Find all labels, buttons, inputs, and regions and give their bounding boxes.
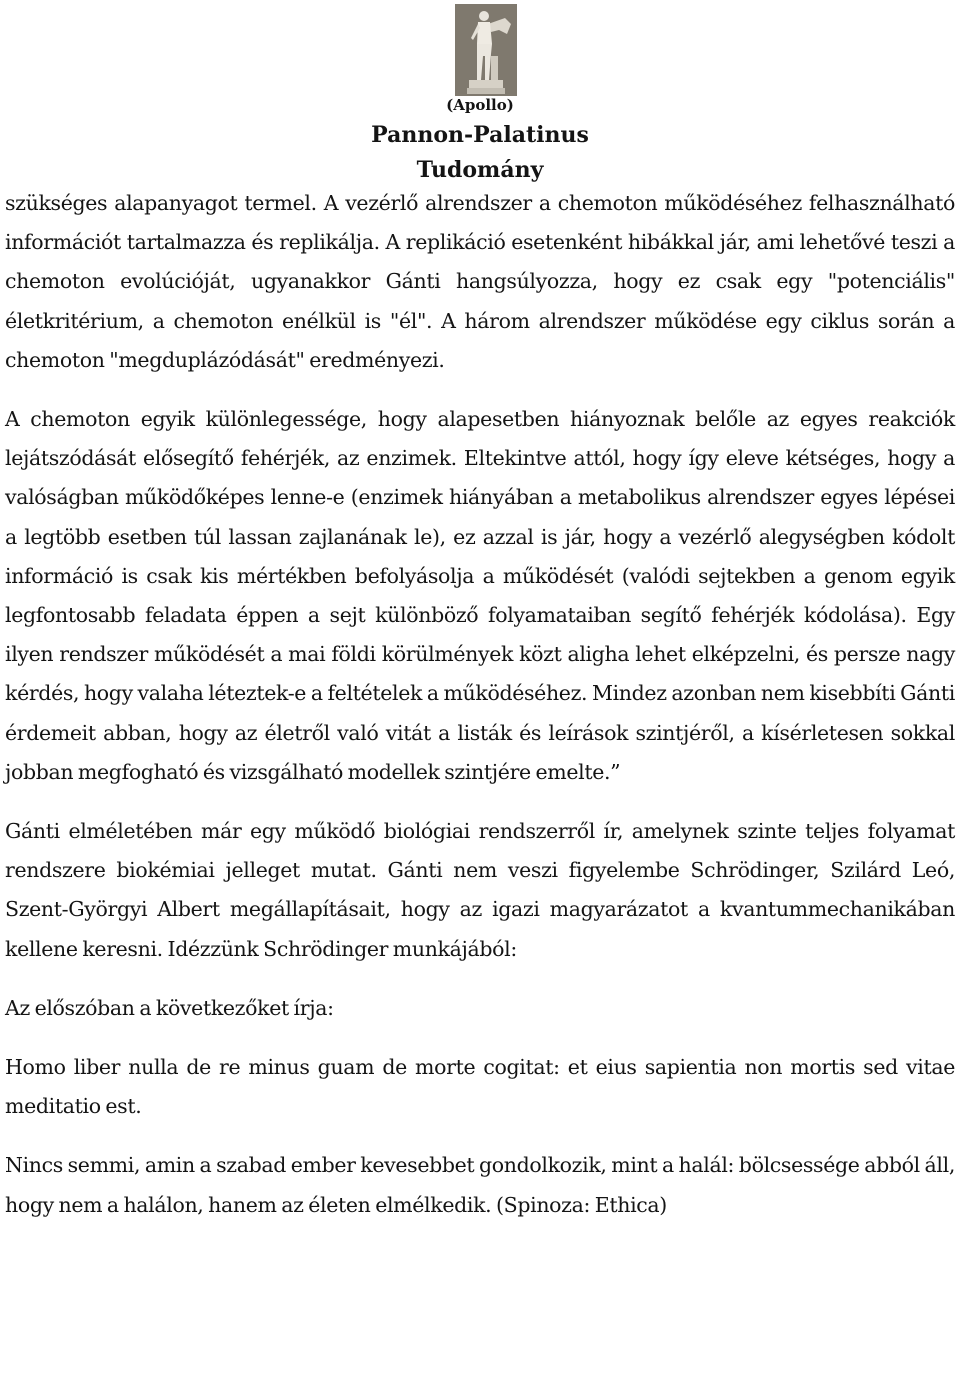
paragraph-chemoton-subsystems: szükséges alapanyagot termel. A vezérlő alrendszer a chemoton működéséhez felhasználható információt tartalmazza és replikálja. A replikáció esetenként hibákkal jár, ami lehetővé teszi a chemoton evolúcióját, ugyanakkor Gánti hangsúlyozza, hogy ez csak egy "potenciális" életkritérium, a chemoton enélkül is "él". A három alrendszer működése egy ciklus során a chemoton "megduplázódását" eredményezi. [5, 191, 955, 372]
site-title-line2: Tudomány [416, 157, 544, 183]
paragraph-quote-translation: Nincs semmi, amin a szabad ember kevesebbet gondolkozik, mint a halál: bölcsessége abból áll, hogy nem a halálon, hanem az életen elmélkedik. (Spinoza: Ethica) [5, 1153, 955, 1217]
paragraph-latin-quote: Homo liber nulla de re minus guam de morte cogitat: et eius sapientia non mortis sed vitae meditatio est. [5, 1055, 955, 1119]
paragraph-foreword-intro: Az előszóban a következőket írja: [5, 995, 334, 1020]
article-body [5, 184, 955, 1225]
image-caption: (Apollo) [446, 96, 514, 114]
site-title-line1: Pannon-Palatinus [371, 122, 589, 148]
paragraph-ganti-theory: Gánti elméletében már egy működő biológiai rendszerről ír, amelynek szinte teljes folyamat rendszere biokémiai jelleget mutat. Gánti nem veszi figyelembe Schrödinger, Szilárd Leó, Szent-Györgyi Albert megállapításait, hogy az igazi magyarázatot a kvantummechanikában kellene keresni. Idézzünk Schrödinger munkájából: [5, 819, 955, 961]
apollo-statue-image [455, 4, 517, 96]
paragraph-chemoton-enzymes: A chemoton egyik különlegessége, hogy alapesetben hiányoznak belőle az egyes reakciók lejátszódását elősegítő fehérjék, az enzimek. Eltekintve attól, hogy így eleve kétséges, hogy a valóságban működőképes lenne-e (enzimek hiányában a metabolikus alrendszer egyes lépései a legtöbb esetben túl lassan zajlanának le), ez azzal is jár, hogy a vezérlő alegységben kódolt információ is csak kis mértékben befolyásolja a működését (valódi sejtekben a genom egyik legfontosabb feladata éppen a sejt különböző folyamataiban segítő fehérjék kódolása). Egy ilyen rendszer működését a mai földi körülmények közt aligha lehet elképzelni, és persze nagy kérdés, hogy valaha léteztek-e a feltételek a működéséhez. Mindez azonban nem kisebbíti Gánti érdemeit abban, hogy az életről való vitát a listák és leírások szintjéről, a kísérletesen sokkal jobban megfogható és vizsgálható modellek szintjére emelte.” [5, 407, 955, 784]
